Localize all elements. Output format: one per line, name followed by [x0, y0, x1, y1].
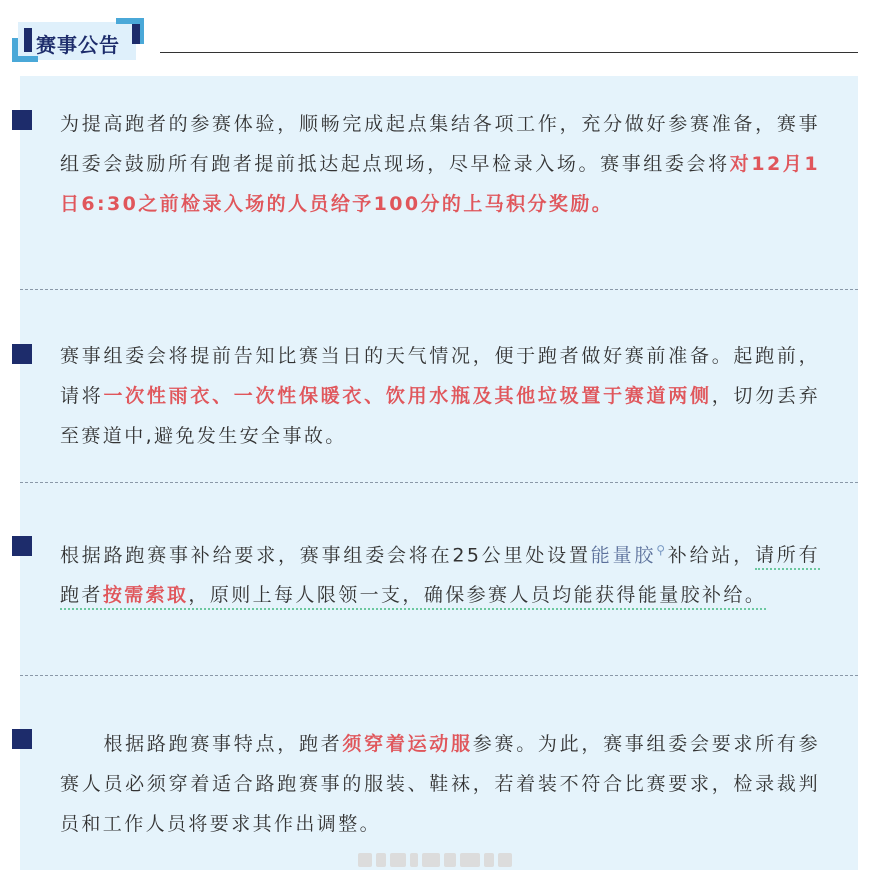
notice-text-segment: 根据路跑赛事补给要求，赛事组委会将在25公里处设置 [60, 544, 591, 567]
blurred-watermark [358, 852, 522, 868]
notice-text [60, 530, 820, 615]
notice-text-segment: ，切勿丢弃至赛道中,避免发生安全事故。 [60, 385, 820, 447]
bullet-square-icon [12, 344, 32, 364]
notice-text [60, 724, 820, 844]
notice-text [60, 104, 820, 224]
notice-highlight: 按需索取 [102, 584, 189, 607]
notice-text-segment: 参赛。为此，赛事组委会要求所有参赛人员必须穿着适合路跑赛事的服装、鞋袜，若着装不符合比赛要求，检录裁判员和工作人员将要求其作出调整。 [60, 733, 820, 835]
dashed-divider [20, 289, 858, 290]
energy-gel-link[interactable]: 能量胶 [590, 544, 657, 567]
section-title: 赛事公告 [36, 33, 120, 57]
search-icon[interactable]: ⚲ [656, 543, 668, 557]
notice-text-segment: 请所有跑者 [60, 544, 820, 607]
notice-text-segment: ，原则上每人限领一支，确保参赛人员均能获得能量 [188, 584, 681, 607]
notice-highlight: 一次性雨衣、一次性保暖衣、饮用水瓶及其他垃圾置于赛道两侧 [103, 385, 712, 407]
dashed-divider [20, 482, 858, 483]
bullet-square-icon [12, 729, 32, 749]
bullet-square-icon [12, 536, 32, 556]
header-frame-decoration [12, 56, 38, 62]
header-frame-decoration [12, 38, 18, 58]
notice-text [60, 336, 820, 456]
dashed-divider [20, 675, 858, 676]
header-mark-decoration [132, 24, 140, 44]
header-divider [160, 52, 858, 53]
notice-highlight: 须穿着运动服 [342, 733, 473, 755]
notice-text-segment: 补给站， [667, 544, 755, 567]
notice-panel [20, 76, 858, 870]
section-header [0, 0, 876, 70]
bullet-square-icon [12, 110, 32, 130]
notice-text-segment: 为提高跑者的参赛体验，顺畅完成起点集结各项工作，充分做好参赛准备，赛事组委会鼓励所有跑者提前抵达起点现场，尽早检录入场。赛事组委会将 [60, 113, 820, 175]
notice-highlight: 对12月1日6:30之前检录入场的人员给予100分的上马积分奖励。 [60, 153, 820, 215]
notice-text-segment: 胶补给。 [680, 584, 767, 607]
header-mark-decoration [24, 28, 32, 52]
notice-text-segment: 赛事组委会将提前告知比赛当日的天气情况，便于跑者做好赛前准备。起跑前，请将 [60, 345, 820, 407]
notice-text-segment: 根据路跑赛事特点，跑者 [60, 733, 343, 755]
